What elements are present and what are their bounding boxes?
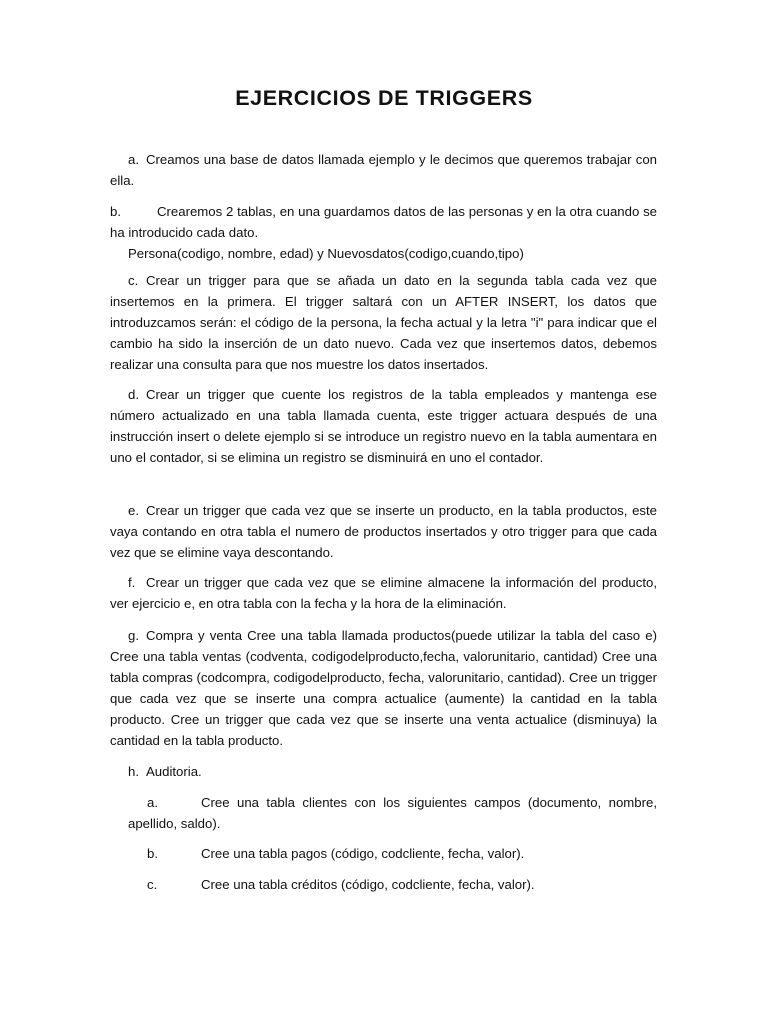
item-marker: a. [128,152,139,167]
subitem-marker: c. [147,877,158,892]
item-extra-line: Persona(codigo, nombre, edad) y Nuevosdatos(codigo,cuando,tipo) [128,246,524,261]
exercise-item-a [110,149,657,191]
exercise-item-e [110,500,657,563]
subitem-text: Cree una tabla pagos (código, codcliente, fecha, valor). [201,846,525,861]
item-text: Crear un trigger que cuente los registros de la tabla empleados y mantenga ese número actualizado en una tabla llamada cuenta, este trigger actuara después de una instrucción insert o delete ejemplo si se introduce un registro nuevo en la tabla aumentara en uno el contador, si se elimina un registro se disminuirá en uno el contador. [110,387,657,465]
item-text: Crearemos 2 tablas, en una guardamos datos de las personas y en la otra cuando se ha introducido cada dato. [110,204,657,240]
exercise-item-c [110,270,657,375]
exercise-item-f [110,572,657,614]
item-marker: c. [128,273,139,288]
exercise-item-h [110,761,657,782]
audit-subitem-a [128,792,657,834]
item-marker: h. [128,764,139,779]
subitem-marker: b. [147,846,158,861]
item-text: Crear un trigger que cada vez que se inserte un producto, en la tabla productos, este vaya contando en otra tabla el numero de productos insertados y otro trigger para que cada vez que se elimine vaya descontando. [110,503,657,560]
item-marker: f. [128,575,136,590]
item-marker: b. [110,204,121,219]
item-marker: e. [128,503,139,518]
exercise-item-d [110,384,657,468]
item-text: Crear un trigger que cada vez que se elimine almacene la información del producto, ver ejercicio e, en otra tabla con la fecha y la hora de la eliminación. [110,575,657,611]
page-title: EJERCICIOS DE TRIGGERS [235,86,533,110]
subitem-marker: a. [147,795,158,810]
subitem-text: Cree una tabla créditos (código, codcliente, fecha, valor). [201,877,535,892]
audit-subitem-c [128,874,657,895]
exercise-item-b [110,201,657,264]
audit-subitem-b [128,843,657,864]
exercise-item-g [110,625,657,751]
item-text: Compra y venta Cree una tabla llamada productos(puede utilizar la tabla del caso e) Cree una tabla ventas (codventa, codigodelproducto,fecha, valorunitario, cantidad) Cree una tabla compras (codcompra, codigodelproducto, fecha, valorunitario, cantidad). Cree un trigger que cada vez que se inserte una compra actualice (aumente) la cantidad en la tabla producto. Cree un trigger que cada vez que se inserte una venta actualice (disminuya) la cantidad en la tabla producto. [110,628,657,748]
item-marker: d. [128,387,139,402]
item-marker: g. [128,628,139,643]
item-text: Auditoria. [146,764,202,779]
item-text: Creamos una base de datos llamada ejemplo y le decimos que queremos trabajar con ella. [110,152,657,188]
item-text: Crear un trigger para que se añada un dato en la segunda tabla cada vez que insertemos en la primera. El trigger saltará con un AFTER INSERT, los datos que introduzcamos serán: el código de la persona, la fecha actual y la letra "i" para indicar que el cambio ha sido la inserción de un dato nuevo. Cada vez que insertemos datos, debemos realizar una consulta para que nos muestre los datos insertados. [110,273,657,372]
subitem-text: Cree una tabla clientes con los siguientes campos (documento, nombre, apellido, saldo). [128,795,657,831]
